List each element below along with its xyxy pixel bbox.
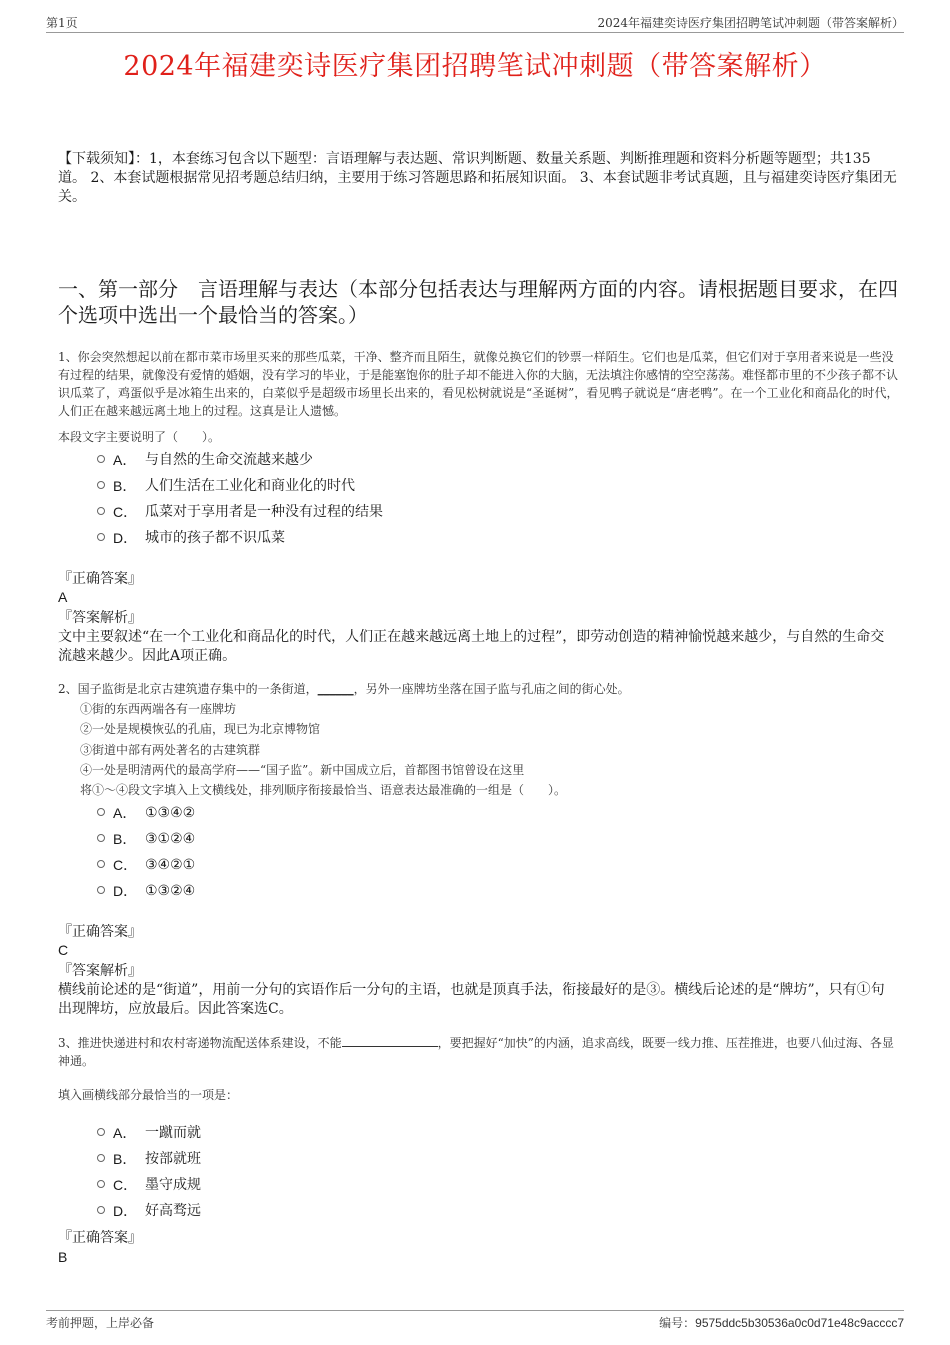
option-text: ③①②④ [145,831,196,847]
q3-blank [342,1034,438,1047]
header-divider [46,32,904,33]
option-key: D． [113,1203,138,1219]
q1-prompt: 本段文字主要说明了（ ）。 [58,430,221,444]
radio-icon[interactable] [97,1206,105,1214]
q2-answer: C [58,942,69,958]
option-key: D． [113,530,138,546]
option-key: B． [113,1151,137,1167]
q2-stem-before: 2、国子监街是北京古建筑遗存集中的一条街道， [58,682,318,696]
radio-icon[interactable] [97,1154,105,1162]
option-text: 瓜菜对于享用者是一种没有过程的结果 [145,504,383,520]
option-text: 按部就班 [145,1151,201,1167]
q2-item: ②一处是规模恢弘的孔庙，现已为北京博物馆 [80,722,321,736]
footer-divider [46,1310,904,1311]
q2-blank: ______ [317,682,354,696]
radio-icon[interactable] [97,808,105,816]
q3-stem [58,1034,900,1070]
radio-icon[interactable] [97,533,105,541]
option-text: ①③②④ [145,883,196,899]
q2-explanation: 横线前论述的是“街道”，用前一分句的宾语作后一分句的主语，也就是顶真手法，衔接最好的是③。横线后论述的是“牌坊”，只有①句出现牌坊，应放最后。因此答案选C。 [58,982,885,1017]
option-key: A． [113,1125,137,1141]
q3-prompt: 填入画横线部分最恰当的一项是： [58,1088,239,1102]
option-text: ③④②① [145,857,196,873]
q2-prompt: 将①～④段文字填入上文横线处，排列顺序衔接最恰当、语意表达最准确的一组是（ ）。 [80,783,567,797]
q3-answer: B [58,1249,68,1265]
q2-stem [58,680,900,698]
radio-icon[interactable] [97,834,105,842]
option-key: C． [113,857,138,873]
page-title: 2024年福建奕诗医疗集团招聘笔试冲刺题（带答案解析） [123,51,827,82]
q2-item: ①街的东西两端各有一座牌坊 [80,702,237,716]
option-text: ①③④② [145,805,196,821]
q1-correct-label: 『正确答案』 [58,571,142,587]
q3-stem-after: ，要把握好“加快”的内涵，追求高线，既要一线力推、压茬推进，也要八仙过海、各显神通。 [58,1036,894,1068]
footer-slogan: 考前押题，上岸必备 [46,1316,155,1330]
download-notice: 【下载须知】：1，本套练习包含以下题型：言语理解与表达题、常识判断题、数量关系题、判断推理题和资料分析题等题型；共135道。 2、本套试题根据常见招考题总结归纳，主要用于练习答题思路和拓展知识面。 3、本套试题非考试真题，且与福建奕诗医疗集团无关。 [58,151,897,205]
radio-icon[interactable] [97,860,105,868]
radio-icon[interactable] [97,886,105,894]
q2-analysis-label: 『答案解析』 [58,963,142,979]
option-key: A． [113,452,137,468]
q1-analysis-label: 『答案解析』 [58,610,142,626]
option-text: 人们生活在工业化和商业化的时代 [145,478,355,494]
document-code [659,1314,904,1331]
q2-stem-after: ，另外一座牌坊坐落在国子监与孔庙之间的街心处。 [353,682,630,696]
code-label: 编号： [659,1316,696,1330]
q3-stem-before: 3、推进快递进村和农村寄递物流配送体系建设，不能 [58,1036,342,1050]
q1-answer: A [58,589,68,605]
running-title: 2024年福建奕诗医疗集团招聘笔试冲刺题（带答案解析） [597,16,904,30]
option-text: 城市的孩子都不识瓜菜 [145,530,285,546]
q2-item: ③街道中部有两处著名的古建筑群 [80,743,261,757]
radio-icon[interactable] [97,1180,105,1188]
q1-stem: 1、你会突然想起以前在都市菜市场里买来的那些瓜菜，干净、整齐而且陌生，就像兑换它们的钞票一样陌生。它们也是瓜菜，但它们对于享用者来说是一些没有过程的结果，就像没有爱情的婚姻，没有学习的毕业，于是能塞饱你的肚子却不能进入你的大脑，无法填注你感情的空空荡荡。难怪都市里的不少孩子都不认识瓜菜了，鸡蛋似乎是冰箱生出来的，白菜似乎是超级市场里长出来的，看见松树就说是“圣诞树”，看见鸭子就说是“唐老鸭”。在一个工业化和商品化的时代，人们正在越来越远离土地上的过程。这真是让人遗憾。 [58,350,899,418]
q2-correct-label: 『正确答案』 [58,924,142,940]
option-text: 一蹴而就 [145,1125,201,1141]
radio-icon[interactable] [97,1128,105,1136]
q3-correct-label: 『正确答案』 [58,1230,142,1246]
code-value: 9575ddc5b30536a0c0d71e48c9acccc7 [695,1316,904,1330]
option-text: 好高骛远 [145,1203,201,1219]
option-key: C． [113,504,138,520]
option-text: 与自然的生命交流越来越少 [145,452,313,468]
option-text: 墨守成规 [145,1177,201,1193]
q2-item: ④一处是明清两代的最高学府——“国子监”。新中国成立后，首都图书馆曾设在这里 [80,763,525,777]
option-key: D． [113,883,138,899]
option-key: B． [113,831,137,847]
option-key: C． [113,1177,138,1193]
section-heading: 一、第一部分 言语理解与表达（本部分包括表达与理解两方面的内容。请根据题目要求，在四个选项中选出一个最恰当的答案。） [58,277,898,327]
radio-icon[interactable] [97,481,105,489]
radio-icon[interactable] [97,455,105,463]
radio-icon[interactable] [97,507,105,515]
option-key: A． [113,805,137,821]
option-key: B． [113,478,137,494]
page-number: 第1页 [46,16,78,30]
q1-explanation: 文中主要叙述“在一个工业化和商品化的时代，人们正在越来越远离土地上的过程”，即劳动创造的精神愉悦越来越少，与自然的生命交流越来越少。因此A项正确。 [58,629,885,664]
